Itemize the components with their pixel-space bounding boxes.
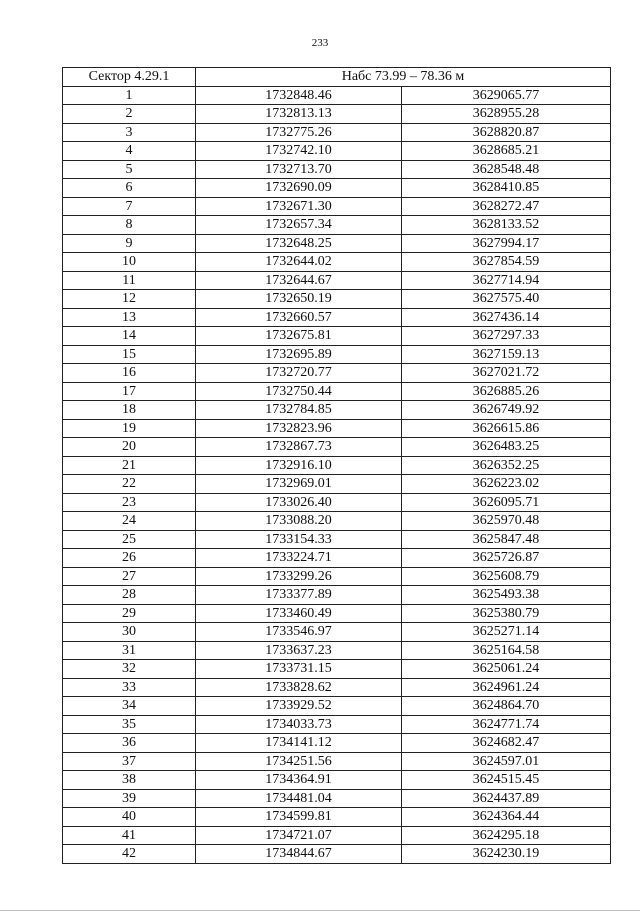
- point-number-cell: 15: [63, 345, 196, 364]
- table-header-row: [63, 68, 611, 87]
- x-coordinate-cell: 1732775.26: [196, 123, 402, 142]
- x-coordinate-cell: 1732823.96: [196, 419, 402, 438]
- y-coordinate-cell: 3624682.47: [402, 734, 611, 753]
- table-row: [63, 567, 611, 586]
- table-row: [63, 789, 611, 808]
- y-coordinate-cell: 3627021.72: [402, 364, 611, 383]
- table-row: [63, 438, 611, 457]
- x-coordinate-cell: 1732675.81: [196, 327, 402, 346]
- x-coordinate-cell: 1733377.89: [196, 586, 402, 605]
- x-coordinate-cell: 1733299.26: [196, 567, 402, 586]
- table-row: [63, 808, 611, 827]
- point-number-cell: 19: [63, 419, 196, 438]
- point-number-cell: 16: [63, 364, 196, 383]
- x-coordinate-cell: 1732750.44: [196, 382, 402, 401]
- y-coordinate-cell: 3627436.14: [402, 308, 611, 327]
- x-coordinate-cell: 1732916.10: [196, 456, 402, 475]
- point-number-cell: 25: [63, 530, 196, 549]
- table-row: [63, 123, 611, 142]
- table-row: [63, 530, 611, 549]
- x-coordinate-cell: 1733460.49: [196, 604, 402, 623]
- y-coordinate-cell: 3625726.87: [402, 549, 611, 568]
- y-coordinate-cell: 3625061.24: [402, 660, 611, 679]
- table-row: [63, 845, 611, 864]
- table-row: [63, 401, 611, 420]
- page-number: 233: [311, 37, 329, 49]
- table-row: [63, 752, 611, 771]
- x-coordinate-cell: 1732784.85: [196, 401, 402, 420]
- point-number-cell: 9: [63, 234, 196, 253]
- point-number-cell: 7: [63, 197, 196, 216]
- x-coordinate-cell: 1732742.10: [196, 142, 402, 161]
- x-coordinate-cell: 1734481.04: [196, 789, 402, 808]
- table-row: [63, 86, 611, 105]
- table-row: [63, 715, 611, 734]
- y-coordinate-cell: 3625608.79: [402, 567, 611, 586]
- y-coordinate-cell: 3626483.25: [402, 438, 611, 457]
- x-coordinate-cell: 1733546.97: [196, 623, 402, 642]
- x-coordinate-cell: 1732720.77: [196, 364, 402, 383]
- point-number-cell: 36: [63, 734, 196, 753]
- table-row: [63, 512, 611, 531]
- y-coordinate-cell: 3625970.48: [402, 512, 611, 531]
- y-coordinate-cell: 3624961.24: [402, 678, 611, 697]
- table-row: [63, 586, 611, 605]
- y-coordinate-cell: 3628133.52: [402, 216, 611, 235]
- x-coordinate-cell: 1734364.91: [196, 771, 402, 790]
- y-coordinate-cell: 3628272.47: [402, 197, 611, 216]
- table-row: [63, 549, 611, 568]
- point-number-cell: 4: [63, 142, 196, 161]
- y-coordinate-cell: 3626885.26: [402, 382, 611, 401]
- x-coordinate-cell: 1734844.67: [196, 845, 402, 864]
- table-row: [63, 382, 611, 401]
- y-coordinate-cell: 3626223.02: [402, 475, 611, 494]
- x-coordinate-cell: 1733088.20: [196, 512, 402, 531]
- point-number-cell: 37: [63, 752, 196, 771]
- point-number-cell: 22: [63, 475, 196, 494]
- y-coordinate-cell: 3626615.86: [402, 419, 611, 438]
- point-number-cell: 14: [63, 327, 196, 346]
- point-number-cell: 39: [63, 789, 196, 808]
- y-coordinate-cell: 3624597.01: [402, 752, 611, 771]
- y-coordinate-cell: 3625271.14: [402, 623, 611, 642]
- x-coordinate-cell: 1734721.07: [196, 826, 402, 845]
- point-number-cell: 27: [63, 567, 196, 586]
- x-coordinate-cell: 1732644.02: [196, 253, 402, 272]
- table-row: [63, 290, 611, 309]
- point-number-cell: 32: [63, 660, 196, 679]
- y-coordinate-cell: 3628820.87: [402, 123, 611, 142]
- table-row: [63, 641, 611, 660]
- point-number-cell: 30: [63, 623, 196, 642]
- point-number-cell: 18: [63, 401, 196, 420]
- coordinates-table: [62, 67, 611, 864]
- point-number-cell: 35: [63, 715, 196, 734]
- table-row: [63, 253, 611, 272]
- point-number-cell: 33: [63, 678, 196, 697]
- x-coordinate-cell: 1732650.19: [196, 290, 402, 309]
- table-row: [63, 660, 611, 679]
- y-coordinate-cell: 3624864.70: [402, 697, 611, 716]
- y-coordinate-cell: 3625380.79: [402, 604, 611, 623]
- point-number-cell: 26: [63, 549, 196, 568]
- y-coordinate-cell: 3624515.45: [402, 771, 611, 790]
- x-coordinate-cell: 1732660.57: [196, 308, 402, 327]
- x-coordinate-cell: 1732713.70: [196, 160, 402, 179]
- y-coordinate-cell: 3624364.44: [402, 808, 611, 827]
- point-number-cell: 29: [63, 604, 196, 623]
- point-number-cell: 2: [63, 105, 196, 124]
- x-coordinate-cell: 1732813.13: [196, 105, 402, 124]
- table-row: [63, 475, 611, 494]
- y-coordinate-cell: 3628685.21: [402, 142, 611, 161]
- y-coordinate-cell: 3624771.74: [402, 715, 611, 734]
- point-number-cell: 31: [63, 641, 196, 660]
- table-row: [63, 734, 611, 753]
- y-coordinate-cell: 3627575.40: [402, 290, 611, 309]
- x-coordinate-cell: 1732644.67: [196, 271, 402, 290]
- table-row: [63, 604, 611, 623]
- x-coordinate-cell: 1732695.89: [196, 345, 402, 364]
- point-number-cell: 41: [63, 826, 196, 845]
- y-coordinate-cell: 3628955.28: [402, 105, 611, 124]
- x-coordinate-cell: 1734141.12: [196, 734, 402, 753]
- x-coordinate-cell: 1733224.71: [196, 549, 402, 568]
- table-row: [63, 327, 611, 346]
- header-sector: Сектор 4.29.1: [63, 68, 196, 87]
- y-coordinate-cell: 3625847.48: [402, 530, 611, 549]
- table-row: [63, 308, 611, 327]
- point-number-cell: 38: [63, 771, 196, 790]
- x-coordinate-cell: 1732657.34: [196, 216, 402, 235]
- table-row: [63, 826, 611, 845]
- point-number-cell: 23: [63, 493, 196, 512]
- y-coordinate-cell: 3624437.89: [402, 789, 611, 808]
- table-row: [63, 271, 611, 290]
- point-number-cell: 11: [63, 271, 196, 290]
- point-number-cell: 24: [63, 512, 196, 531]
- y-coordinate-cell: 3624295.18: [402, 826, 611, 845]
- table-row: [63, 216, 611, 235]
- table-row: [63, 493, 611, 512]
- point-number-cell: 28: [63, 586, 196, 605]
- x-coordinate-cell: 1734599.81: [196, 808, 402, 827]
- point-number-cell: 42: [63, 845, 196, 864]
- point-number-cell: 34: [63, 697, 196, 716]
- point-number-cell: 21: [63, 456, 196, 475]
- point-number-cell: 5: [63, 160, 196, 179]
- y-coordinate-cell: 3627159.13: [402, 345, 611, 364]
- point-number-cell: 12: [63, 290, 196, 309]
- point-number-cell: 3: [63, 123, 196, 142]
- x-coordinate-cell: 1734251.56: [196, 752, 402, 771]
- x-coordinate-cell: 1732671.30: [196, 197, 402, 216]
- table-row: [63, 105, 611, 124]
- point-number-cell: 10: [63, 253, 196, 272]
- x-coordinate-cell: 1733828.62: [196, 678, 402, 697]
- x-coordinate-cell: 1733154.33: [196, 530, 402, 549]
- x-coordinate-cell: 1732969.01: [196, 475, 402, 494]
- table-row: [63, 345, 611, 364]
- table-row: [63, 456, 611, 475]
- header-height-range: Набс 73.99 – 78.36 м: [196, 68, 611, 87]
- table-row: [63, 419, 611, 438]
- point-number-cell: 1: [63, 86, 196, 105]
- point-number-cell: 13: [63, 308, 196, 327]
- x-coordinate-cell: 1733731.15: [196, 660, 402, 679]
- y-coordinate-cell: 3626352.25: [402, 456, 611, 475]
- y-coordinate-cell: 3627994.17: [402, 234, 611, 253]
- table-row: [63, 142, 611, 161]
- point-number-cell: 6: [63, 179, 196, 198]
- y-coordinate-cell: 3625164.58: [402, 641, 611, 660]
- point-number-cell: 20: [63, 438, 196, 457]
- y-coordinate-cell: 3628548.48: [402, 160, 611, 179]
- table-row: [63, 771, 611, 790]
- table-row: [63, 364, 611, 383]
- y-coordinate-cell: 3624230.19: [402, 845, 611, 864]
- y-coordinate-cell: 3626095.71: [402, 493, 611, 512]
- table-row: [63, 697, 611, 716]
- x-coordinate-cell: 1732848.46: [196, 86, 402, 105]
- point-number-cell: 40: [63, 808, 196, 827]
- table-body: [63, 86, 611, 863]
- point-number-cell: 8: [63, 216, 196, 235]
- page-bottom-edge: [0, 910, 640, 911]
- x-coordinate-cell: 1732648.25: [196, 234, 402, 253]
- x-coordinate-cell: 1733929.52: [196, 697, 402, 716]
- y-coordinate-cell: 3629065.77: [402, 86, 611, 105]
- y-coordinate-cell: 3628410.85: [402, 179, 611, 198]
- table-row: [63, 623, 611, 642]
- x-coordinate-cell: 1733637.23: [196, 641, 402, 660]
- table-row: [63, 160, 611, 179]
- y-coordinate-cell: 3627714.94: [402, 271, 611, 290]
- y-coordinate-cell: 3627297.33: [402, 327, 611, 346]
- table-row: [63, 678, 611, 697]
- x-coordinate-cell: 1732690.09: [196, 179, 402, 198]
- x-coordinate-cell: 1734033.73: [196, 715, 402, 734]
- x-coordinate-cell: 1733026.40: [196, 493, 402, 512]
- y-coordinate-cell: 3627854.59: [402, 253, 611, 272]
- table-row: [63, 197, 611, 216]
- x-coordinate-cell: 1732867.73: [196, 438, 402, 457]
- y-coordinate-cell: 3626749.92: [402, 401, 611, 420]
- point-number-cell: 17: [63, 382, 196, 401]
- table-row: [63, 234, 611, 253]
- y-coordinate-cell: 3625493.38: [402, 586, 611, 605]
- table-row: [63, 179, 611, 198]
